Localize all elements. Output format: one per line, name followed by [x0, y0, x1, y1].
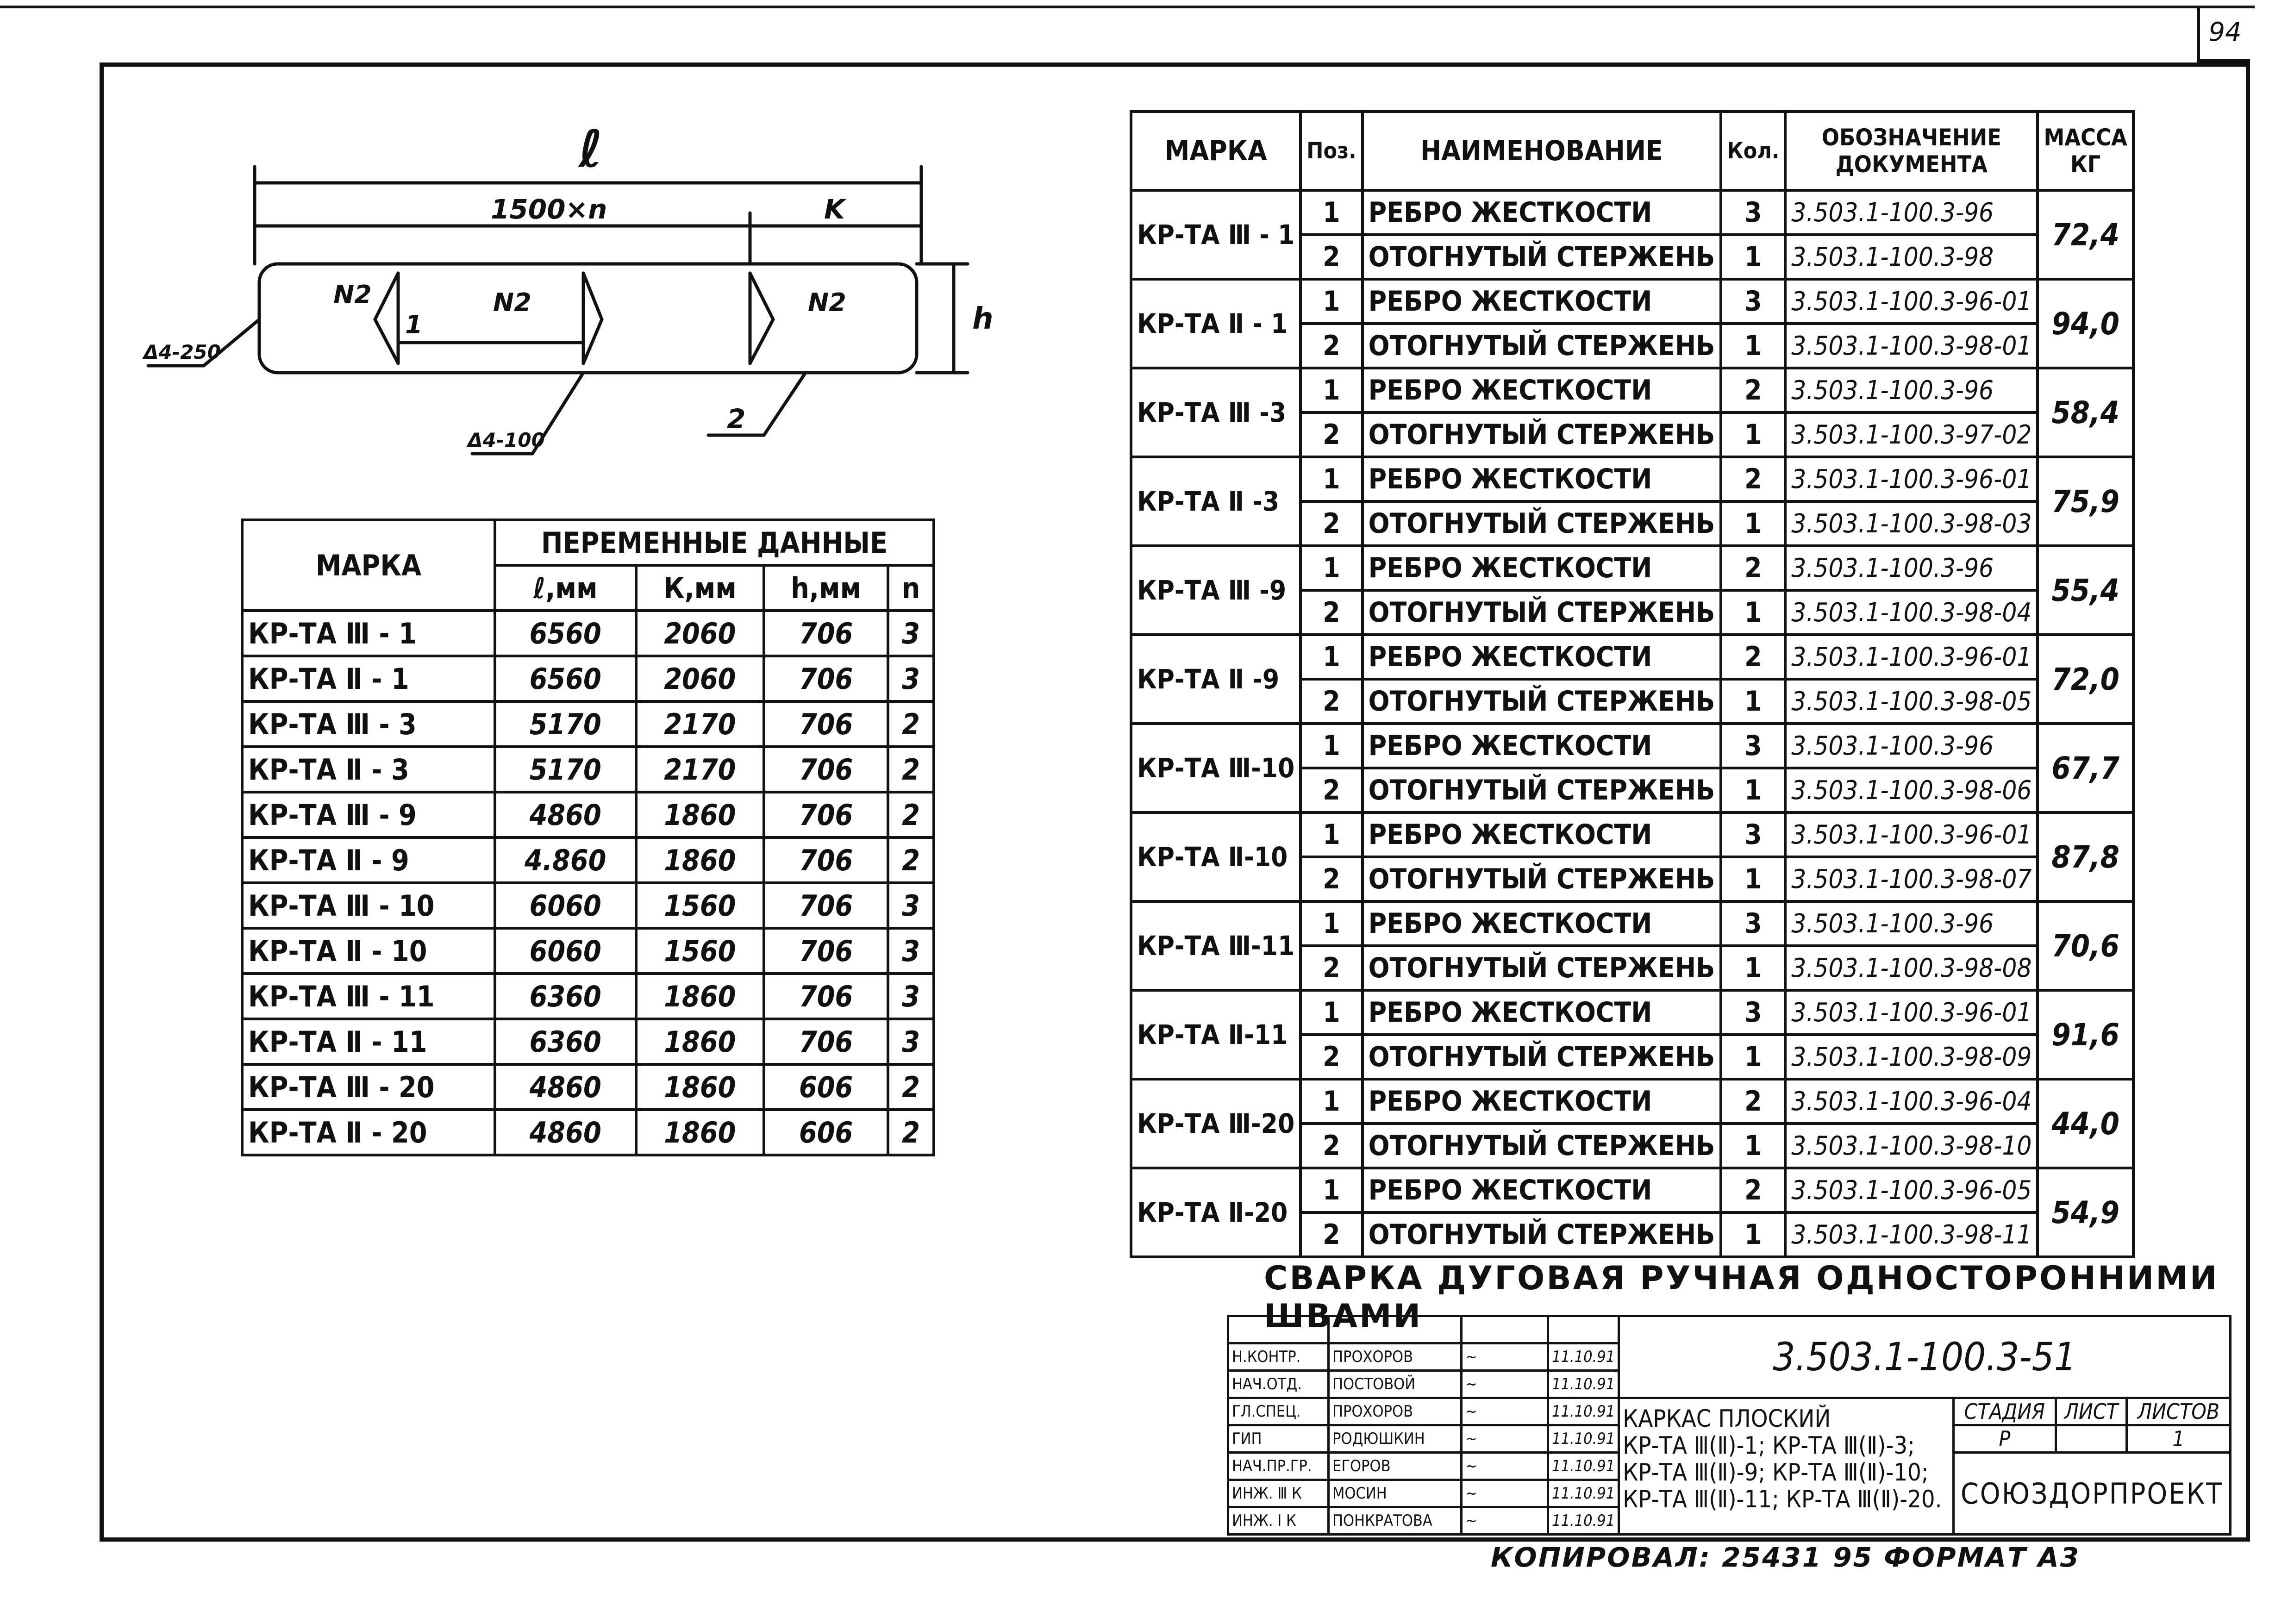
cell-k: 1860 [636, 792, 764, 837]
cell-mass: 70,6 [2038, 901, 2133, 990]
cell-k: 2170 [636, 747, 764, 792]
cell-n: 2 [888, 701, 934, 747]
signature-mark: ~ [1465, 1402, 1477, 1421]
table-row [242, 747, 934, 792]
signer-name: РОДЮШКИН [1329, 1425, 1462, 1453]
cell-pos: 2 [1300, 324, 1362, 368]
cell-n: 3 [888, 928, 934, 974]
cell-mark: КР-ТА Ⅲ - 11 [242, 974, 495, 1019]
signer-role: ГИП [1228, 1425, 1329, 1453]
cell-k: 2060 [636, 656, 764, 701]
top-trim-line [0, 6, 2255, 8]
signer-name: ПОСТОВОЙ [1329, 1371, 1462, 1398]
table-row [1131, 546, 2133, 590]
weld-note: СВАРКА ДУГОВАЯ РУЧНАЯ ОДНОСТОРОННИМИ ШВАМИ [1264, 1259, 2219, 1335]
cell-mark: КР-ТА Ⅱ -9 [1131, 635, 1300, 724]
label-h: h [972, 302, 994, 336]
blank-cell [1462, 1316, 1548, 1343]
cell-name: ОТОГНУТЫЙ СТЕРЖЕНЬ [1363, 235, 1721, 279]
cell-name: РЕБРО ЖЕСТКОСТИ [1363, 190, 1721, 235]
cell-qty: 3 [1721, 990, 1785, 1035]
cell-mark: КР-ТА Ⅱ - 1 [242, 656, 495, 701]
col-l-header: ℓ,мм [495, 565, 636, 611]
cell-qty: 1 [1721, 857, 1785, 901]
cell-l: 4860 [495, 792, 636, 837]
table-row [242, 928, 934, 974]
cell-mass: 75,9 [2038, 457, 2133, 546]
cell-doc: 3.503.1-100.3-96 [1785, 724, 2038, 768]
cell-doc: 3.503.1-100.3-96 [1785, 546, 2038, 590]
cell-k: 1860 [636, 1110, 764, 1155]
cell-mass: 72,0 [2038, 635, 2133, 724]
cell-doc: 3.503.1-100.3-96 [1785, 190, 2038, 235]
stage-label: СТАДИЯ [1953, 1398, 2056, 1425]
sheets-label: ЛИСТОВ [2127, 1398, 2231, 1425]
cell-mass: 87,8 [2038, 812, 2133, 901]
cell-l: 6360 [495, 974, 636, 1019]
cell-doc: 3.503.1-100.3-96 [1785, 368, 2038, 412]
cell-qty: 1 [1721, 946, 1785, 990]
col-mark-header: МАРКА [242, 520, 495, 611]
stage-value: Р [1953, 1425, 2056, 1453]
table-row [1131, 901, 2133, 946]
cell-name: РЕБРО ЖЕСТКОСТИ [1363, 1168, 1721, 1212]
cell-pos: 1 [1300, 1168, 1362, 1212]
cell-h: 706 [764, 611, 888, 656]
cell-mark: КР-ТА Ⅲ - 1 [1131, 190, 1300, 279]
cell-name: РЕБРО ЖЕСТКОСТИ [1363, 546, 1721, 590]
blank-cell [1329, 1316, 1462, 1343]
cell-mark: КР-ТА Ⅲ-10 [1131, 724, 1300, 812]
cell-n: 2 [888, 792, 934, 837]
cell-doc: 3.503.1-100.3-96-01 [1785, 990, 2038, 1035]
cell-doc: 3.503.1-100.3-98-09 [1785, 1035, 2038, 1079]
cell-qty: 1 [1721, 1035, 1785, 1079]
variable-data-table [241, 518, 935, 1156]
cell-mark: КР-ТА Ⅲ -9 [1131, 546, 1300, 635]
cell-k: 2060 [636, 611, 764, 656]
cell-mass: 72,4 [2038, 190, 2133, 279]
cell-mass: 91,6 [2038, 990, 2133, 1079]
signer-role: НАЧ.ПР.ГР. [1228, 1453, 1329, 1480]
sheet-label: ЛИСТ [2056, 1398, 2127, 1425]
title-block [1227, 1315, 2231, 1536]
cell-qty: 2 [1721, 368, 1785, 412]
cell-doc: 3.503.1-100.3-96-01 [1785, 635, 2038, 679]
cell-name: РЕБРО ЖЕСТКОСТИ [1363, 1079, 1721, 1124]
cell-mark: КР-ТА Ⅲ-20 [1131, 1079, 1300, 1168]
cell-mark: КР-ТА Ⅱ - 20 [242, 1110, 495, 1155]
weld-left-label: Δ4-250 [144, 341, 221, 363]
signer-name: ПРОХОРОВ [1329, 1343, 1462, 1371]
signer-name: ПРОХОРОВ [1329, 1398, 1462, 1425]
cell-name: ОТОГНУТЫЙ СТЕРЖЕНЬ [1363, 857, 1721, 901]
cell-doc: 3.503.1-100.3-97-02 [1785, 412, 2038, 457]
cell-n: 3 [888, 974, 934, 1019]
cell-name: РЕБРО ЖЕСТКОСТИ [1363, 901, 1721, 946]
label-n2-a: N2 [333, 280, 372, 309]
signature-mark: ~ [1465, 1348, 1477, 1366]
cell-name: РЕБРО ЖЕСТКОСТИ [1363, 724, 1721, 768]
cell-h: 706 [764, 792, 888, 837]
table-row [242, 1064, 934, 1110]
cell-k: 1860 [636, 1064, 764, 1110]
cell-qty: 1 [1721, 412, 1785, 457]
cell-qty: 3 [1721, 724, 1785, 768]
cell-qty: 1 [1721, 324, 1785, 368]
cell-name: РЕБРО ЖЕСТКОСТИ [1363, 368, 1721, 412]
cell-l: 5170 [495, 747, 636, 792]
cell-name: ОТОГНУТЫЙ СТЕРЖЕНЬ [1363, 501, 1721, 546]
table-row [1131, 368, 2133, 412]
cell-name: ОТОГНУТЫЙ СТЕРЖЕНЬ [1363, 1035, 1721, 1079]
cell-mark: КР-ТА Ⅲ - 9 [242, 792, 495, 837]
table-row [242, 974, 934, 1019]
cell-doc: 3.503.1-100.3-98-07 [1785, 857, 2038, 901]
cell-name: ОТОГНУТЫЙ СТЕРЖЕНЬ [1363, 590, 1721, 635]
cell-pos: 2 [1300, 1124, 1362, 1168]
signature-cell [1462, 1507, 1548, 1535]
cell-qty: 2 [1721, 457, 1785, 501]
cell-h: 706 [764, 837, 888, 883]
cell-l: 4860 [495, 1110, 636, 1155]
specification-table [1130, 110, 2135, 1258]
cell-mass: 55,4 [2038, 546, 2133, 635]
label-pos2: 2 [727, 403, 746, 435]
cell-pos: 2 [1300, 501, 1362, 546]
table-row [1131, 1168, 2133, 1212]
col-h-header: h,мм [764, 565, 888, 611]
signer-role: ГЛ.СПЕЦ. [1228, 1398, 1329, 1425]
table-row [242, 1019, 934, 1064]
cell-k: 1860 [636, 1019, 764, 1064]
table-row [1131, 457, 2133, 501]
cell-pos: 1 [1300, 190, 1362, 235]
signature-cell [1462, 1453, 1548, 1480]
cell-qty: 1 [1721, 1124, 1785, 1168]
cell-mark: КР-ТА Ⅱ - 1 [1131, 279, 1300, 368]
cell-name: ОТОГНУТЫЙ СТЕРЖЕНЬ [1363, 412, 1721, 457]
label-n2-c: N2 [808, 288, 846, 317]
frame-drawing [139, 120, 1019, 481]
spec-name-header: НАИМЕНОВАНИЕ [1363, 112, 1721, 190]
table-row [242, 1110, 934, 1155]
cell-doc: 3.503.1-100.3-96-01 [1785, 812, 2038, 857]
cell-mark: КР-ТА Ⅲ - 3 [242, 701, 495, 747]
label-k: K [824, 194, 845, 225]
cell-h: 706 [764, 928, 888, 974]
title-block-row [1228, 1316, 2231, 1343]
blank-cell [1228, 1316, 1329, 1343]
cell-pos: 1 [1300, 724, 1362, 768]
cell-doc: 3.503.1-100.3-98-01 [1785, 324, 2038, 368]
cell-qty: 1 [1721, 679, 1785, 724]
signer-date: 11.10.91 [1548, 1453, 1619, 1480]
signer-date: 11.10.91 [1548, 1425, 1619, 1453]
cell-h: 706 [764, 656, 888, 701]
table-row [1131, 990, 2133, 1035]
cell-mark: КР-ТА Ⅱ - 11 [242, 1019, 495, 1064]
cell-pos: 2 [1300, 946, 1362, 990]
sheets-value: 1 [2127, 1425, 2231, 1453]
cell-doc: 3.503.1-100.3-98 [1785, 235, 2038, 279]
cell-mark: КР-ТА Ⅲ - 1 [242, 611, 495, 656]
cell-l: 6060 [495, 928, 636, 974]
cell-qty: 1 [1721, 235, 1785, 279]
table-row [242, 611, 934, 656]
signer-date: 11.10.91 [1548, 1371, 1619, 1398]
table-row [242, 837, 934, 883]
title-line: КР-ТА Ⅲ(Ⅱ)-1; КР-ТА Ⅲ(Ⅱ)-3; [1623, 1432, 1915, 1460]
signature-mark: ~ [1465, 1375, 1477, 1393]
cell-doc: 3.503.1-100.3-98-10 [1785, 1124, 2038, 1168]
blank-cell [1548, 1316, 1619, 1343]
cell-qty: 3 [1721, 812, 1785, 857]
spec-doc-header: ОБОЗНАЧЕНИЕ ДОКУМЕНТА [1785, 112, 2038, 190]
cell-k: 2170 [636, 701, 764, 747]
signature-mark: ~ [1465, 1430, 1477, 1448]
cell-mark: КР-ТА Ⅲ - 10 [242, 883, 495, 928]
cell-name: РЕБРО ЖЕСТКОСТИ [1363, 635, 1721, 679]
cell-doc: 3.503.1-100.3-98-04 [1785, 590, 2038, 635]
cell-k: 1560 [636, 883, 764, 928]
signer-date: 11.10.91 [1548, 1398, 1619, 1425]
cell-mark: КР-ТА Ⅱ - 10 [242, 928, 495, 974]
col-k-header: К,мм [636, 565, 764, 611]
cell-qty: 1 [1721, 501, 1785, 546]
cell-k: 1860 [636, 974, 764, 1019]
spec-mark-header: МАРКА [1131, 112, 1300, 190]
cell-pos: 1 [1300, 990, 1362, 1035]
cell-mass: 44,0 [2038, 1079, 2133, 1168]
cell-qty: 3 [1721, 901, 1785, 946]
cell-mark: КР-ТА Ⅱ-11 [1131, 990, 1300, 1079]
table-row [1131, 279, 2133, 324]
cell-name: РЕБРО ЖЕСТКОСТИ [1363, 457, 1721, 501]
cell-l: 4860 [495, 1064, 636, 1110]
cell-pos: 2 [1300, 679, 1362, 724]
cell-name: ОТОГНУТЫЙ СТЕРЖЕНЬ [1363, 768, 1721, 812]
signature-cell [1462, 1398, 1548, 1425]
cell-qty: 1 [1721, 768, 1785, 812]
cell-qty: 3 [1721, 279, 1785, 324]
label-1500n: 1500×n [491, 194, 607, 225]
cell-name: РЕБРО ЖЕСТКОСТИ [1363, 990, 1721, 1035]
document-code: 3.503.1-100.3-51 [1619, 1316, 2231, 1398]
cell-mass: 54,9 [2038, 1168, 2133, 1257]
table-row [242, 701, 934, 747]
table-row [242, 792, 934, 837]
signature-cell [1462, 1371, 1548, 1398]
cell-h: 706 [764, 701, 888, 747]
signer-role: ИНЖ. Ⅰ К [1228, 1507, 1329, 1535]
cell-mass: 67,7 [2038, 724, 2133, 812]
cell-pos: 1 [1300, 1079, 1362, 1124]
cell-pos: 1 [1300, 368, 1362, 412]
cell-mark: КР-ТА Ⅲ-11 [1131, 901, 1300, 990]
organization: СОЮЗДОРПРОЕКТ [1953, 1453, 2230, 1535]
cell-pos: 2 [1300, 1035, 1362, 1079]
cell-l: 6360 [495, 1019, 636, 1064]
table-row [1131, 635, 2133, 679]
cell-h: 706 [764, 883, 888, 928]
cell-pos: 2 [1300, 590, 1362, 635]
cell-name: ОТОГНУТЫЙ СТЕРЖЕНЬ [1363, 1124, 1721, 1168]
label-pos1: 1 [405, 310, 423, 339]
drawing-title [1619, 1398, 1954, 1535]
cell-l: 5170 [495, 701, 636, 747]
signer-date: 11.10.91 [1548, 1343, 1619, 1371]
cell-mark: КР-ТА Ⅱ -3 [1131, 457, 1300, 546]
cell-pos: 2 [1300, 412, 1362, 457]
spec-pos-header: Поз. [1300, 112, 1362, 190]
signature-mark: ~ [1465, 1457, 1477, 1475]
cell-qty: 3 [1721, 190, 1785, 235]
cell-mark: КР-ТА Ⅱ - 9 [242, 837, 495, 883]
cell-pos: 2 [1300, 768, 1362, 812]
table-row [1131, 724, 2133, 768]
title-line: КАРКАС ПЛОСКИЙ [1623, 1405, 1831, 1433]
cell-n: 2 [888, 1110, 934, 1155]
cell-l: 4.860 [495, 837, 636, 883]
cell-qty: 2 [1721, 1079, 1785, 1124]
cell-k: 1560 [636, 928, 764, 974]
table-row [242, 656, 934, 701]
signer-date: 11.10.91 [1548, 1507, 1619, 1535]
cell-name: ОТОГНУТЫЙ СТЕРЖЕНЬ [1363, 1212, 1721, 1257]
cell-qty: 2 [1721, 635, 1785, 679]
cell-pos: 2 [1300, 1212, 1362, 1257]
cell-mark: КР-ТА Ⅲ -3 [1131, 368, 1300, 457]
cell-qty: 2 [1721, 546, 1785, 590]
cell-l: 6560 [495, 656, 636, 701]
cell-doc: 3.503.1-100.3-98-05 [1785, 679, 2038, 724]
cell-qty: 2 [1721, 1168, 1785, 1212]
cell-mass: 58,4 [2038, 368, 2133, 457]
cell-qty: 1 [1721, 590, 1785, 635]
signature-mark: ~ [1465, 1512, 1477, 1530]
spec-mass-header: МАССА КГ [2038, 112, 2133, 190]
cell-h: 606 [764, 1064, 888, 1110]
signer-name: ПОНКРАТОВА [1329, 1507, 1462, 1535]
cell-doc: 3.503.1-100.3-96-05 [1785, 1168, 2038, 1212]
cell-mark: КР-ТА Ⅱ - 3 [242, 747, 495, 792]
table-row [1131, 1079, 2133, 1124]
signature-mark: ~ [1465, 1484, 1477, 1503]
cell-mark: КР-ТА Ⅲ - 20 [242, 1064, 495, 1110]
cell-n: 3 [888, 1019, 934, 1064]
signer-name: МОСИН [1329, 1480, 1462, 1507]
cell-n: 2 [888, 1064, 934, 1110]
spec-qty-header: Кол. [1721, 112, 1785, 190]
cell-h: 706 [764, 1019, 888, 1064]
signer-role: ИНЖ. Ⅲ К [1228, 1480, 1329, 1507]
col-group-header: ПЕРЕМЕННЫЕ ДАННЫЕ [495, 520, 934, 565]
cell-pos: 1 [1300, 901, 1362, 946]
cell-name: РЕБРО ЖЕСТКОСТИ [1363, 279, 1721, 324]
cell-pos: 1 [1300, 457, 1362, 501]
cell-name: РЕБРО ЖЕСТКОСТИ [1363, 812, 1721, 857]
table-row [242, 883, 934, 928]
cell-doc: 3.503.1-100.3-96-01 [1785, 457, 2038, 501]
cell-n: 2 [888, 747, 934, 792]
table-row [1131, 190, 2133, 235]
title-line: КР-ТА Ⅲ(Ⅱ)-9; КР-ТА Ⅲ(Ⅱ)-10; [1623, 1459, 1929, 1487]
cell-n: 2 [888, 837, 934, 883]
copy-line: КОПИРОВАЛ: 25431 95 ФОРМАТ А3 [1491, 1542, 2081, 1573]
cell-doc: 3.503.1-100.3-96-04 [1785, 1079, 2038, 1124]
cell-l: 6560 [495, 611, 636, 656]
signature-cell [1462, 1343, 1548, 1371]
cell-qty: 1 [1721, 1212, 1785, 1257]
signer-role: НАЧ.ОТД. [1228, 1371, 1329, 1398]
cell-h: 606 [764, 1110, 888, 1155]
signer-role: Н.КОНТР. [1228, 1343, 1329, 1371]
cell-name: ОТОГНУТЫЙ СТЕРЖЕНЬ [1363, 679, 1721, 724]
signature-cell [1462, 1480, 1548, 1507]
cell-pos: 1 [1300, 546, 1362, 590]
sheet-value [2056, 1425, 2127, 1453]
cell-name: ОТОГНУТЫЙ СТЕРЖЕНЬ [1363, 946, 1721, 990]
cell-n: 3 [888, 611, 934, 656]
cell-pos: 1 [1300, 635, 1362, 679]
cell-l: 6060 [495, 883, 636, 928]
cell-n: 3 [888, 656, 934, 701]
title-block-row [1228, 1398, 2231, 1425]
cell-doc: 3.503.1-100.3-98-03 [1785, 501, 2038, 546]
cell-pos: 2 [1300, 857, 1362, 901]
cell-pos: 1 [1300, 279, 1362, 324]
cell-doc: 3.503.1-100.3-96-01 [1785, 279, 2038, 324]
cell-doc: 3.503.1-100.3-98-08 [1785, 946, 2038, 990]
title-line: КР-ТА Ⅲ(Ⅱ)-11; КР-ТА Ⅲ(Ⅱ)-20. [1623, 1486, 1942, 1513]
signature-cell [1462, 1425, 1548, 1453]
cell-pos: 1 [1300, 812, 1362, 857]
cell-n: 3 [888, 883, 934, 928]
cell-k: 1860 [636, 837, 764, 883]
cell-h: 706 [764, 974, 888, 1019]
cell-mark: КР-ТА Ⅱ-20 [1131, 1168, 1300, 1257]
col-n-header: n [888, 565, 934, 611]
cell-doc: 3.503.1-100.3-98-06 [1785, 768, 2038, 812]
cell-doc: 3.503.1-100.3-98-11 [1785, 1212, 2038, 1257]
cell-doc: 3.503.1-100.3-96 [1785, 901, 2038, 946]
cell-mass: 94,0 [2038, 279, 2133, 368]
signer-date: 11.10.91 [1548, 1480, 1619, 1507]
sheet-number: 94 [2197, 7, 2250, 62]
cell-pos: 2 [1300, 235, 1362, 279]
label-l: ℓ [579, 120, 603, 179]
weld-bottom-label: Δ4-100 [468, 429, 545, 451]
cell-h: 706 [764, 747, 888, 792]
cell-mark: КР-ТА Ⅱ-10 [1131, 812, 1300, 901]
signer-name: ЕГОРОВ [1329, 1453, 1462, 1480]
label-n2-b: N2 [493, 288, 531, 317]
cell-name: ОТОГНУТЫЙ СТЕРЖЕНЬ [1363, 324, 1721, 368]
table-row [1131, 812, 2133, 857]
